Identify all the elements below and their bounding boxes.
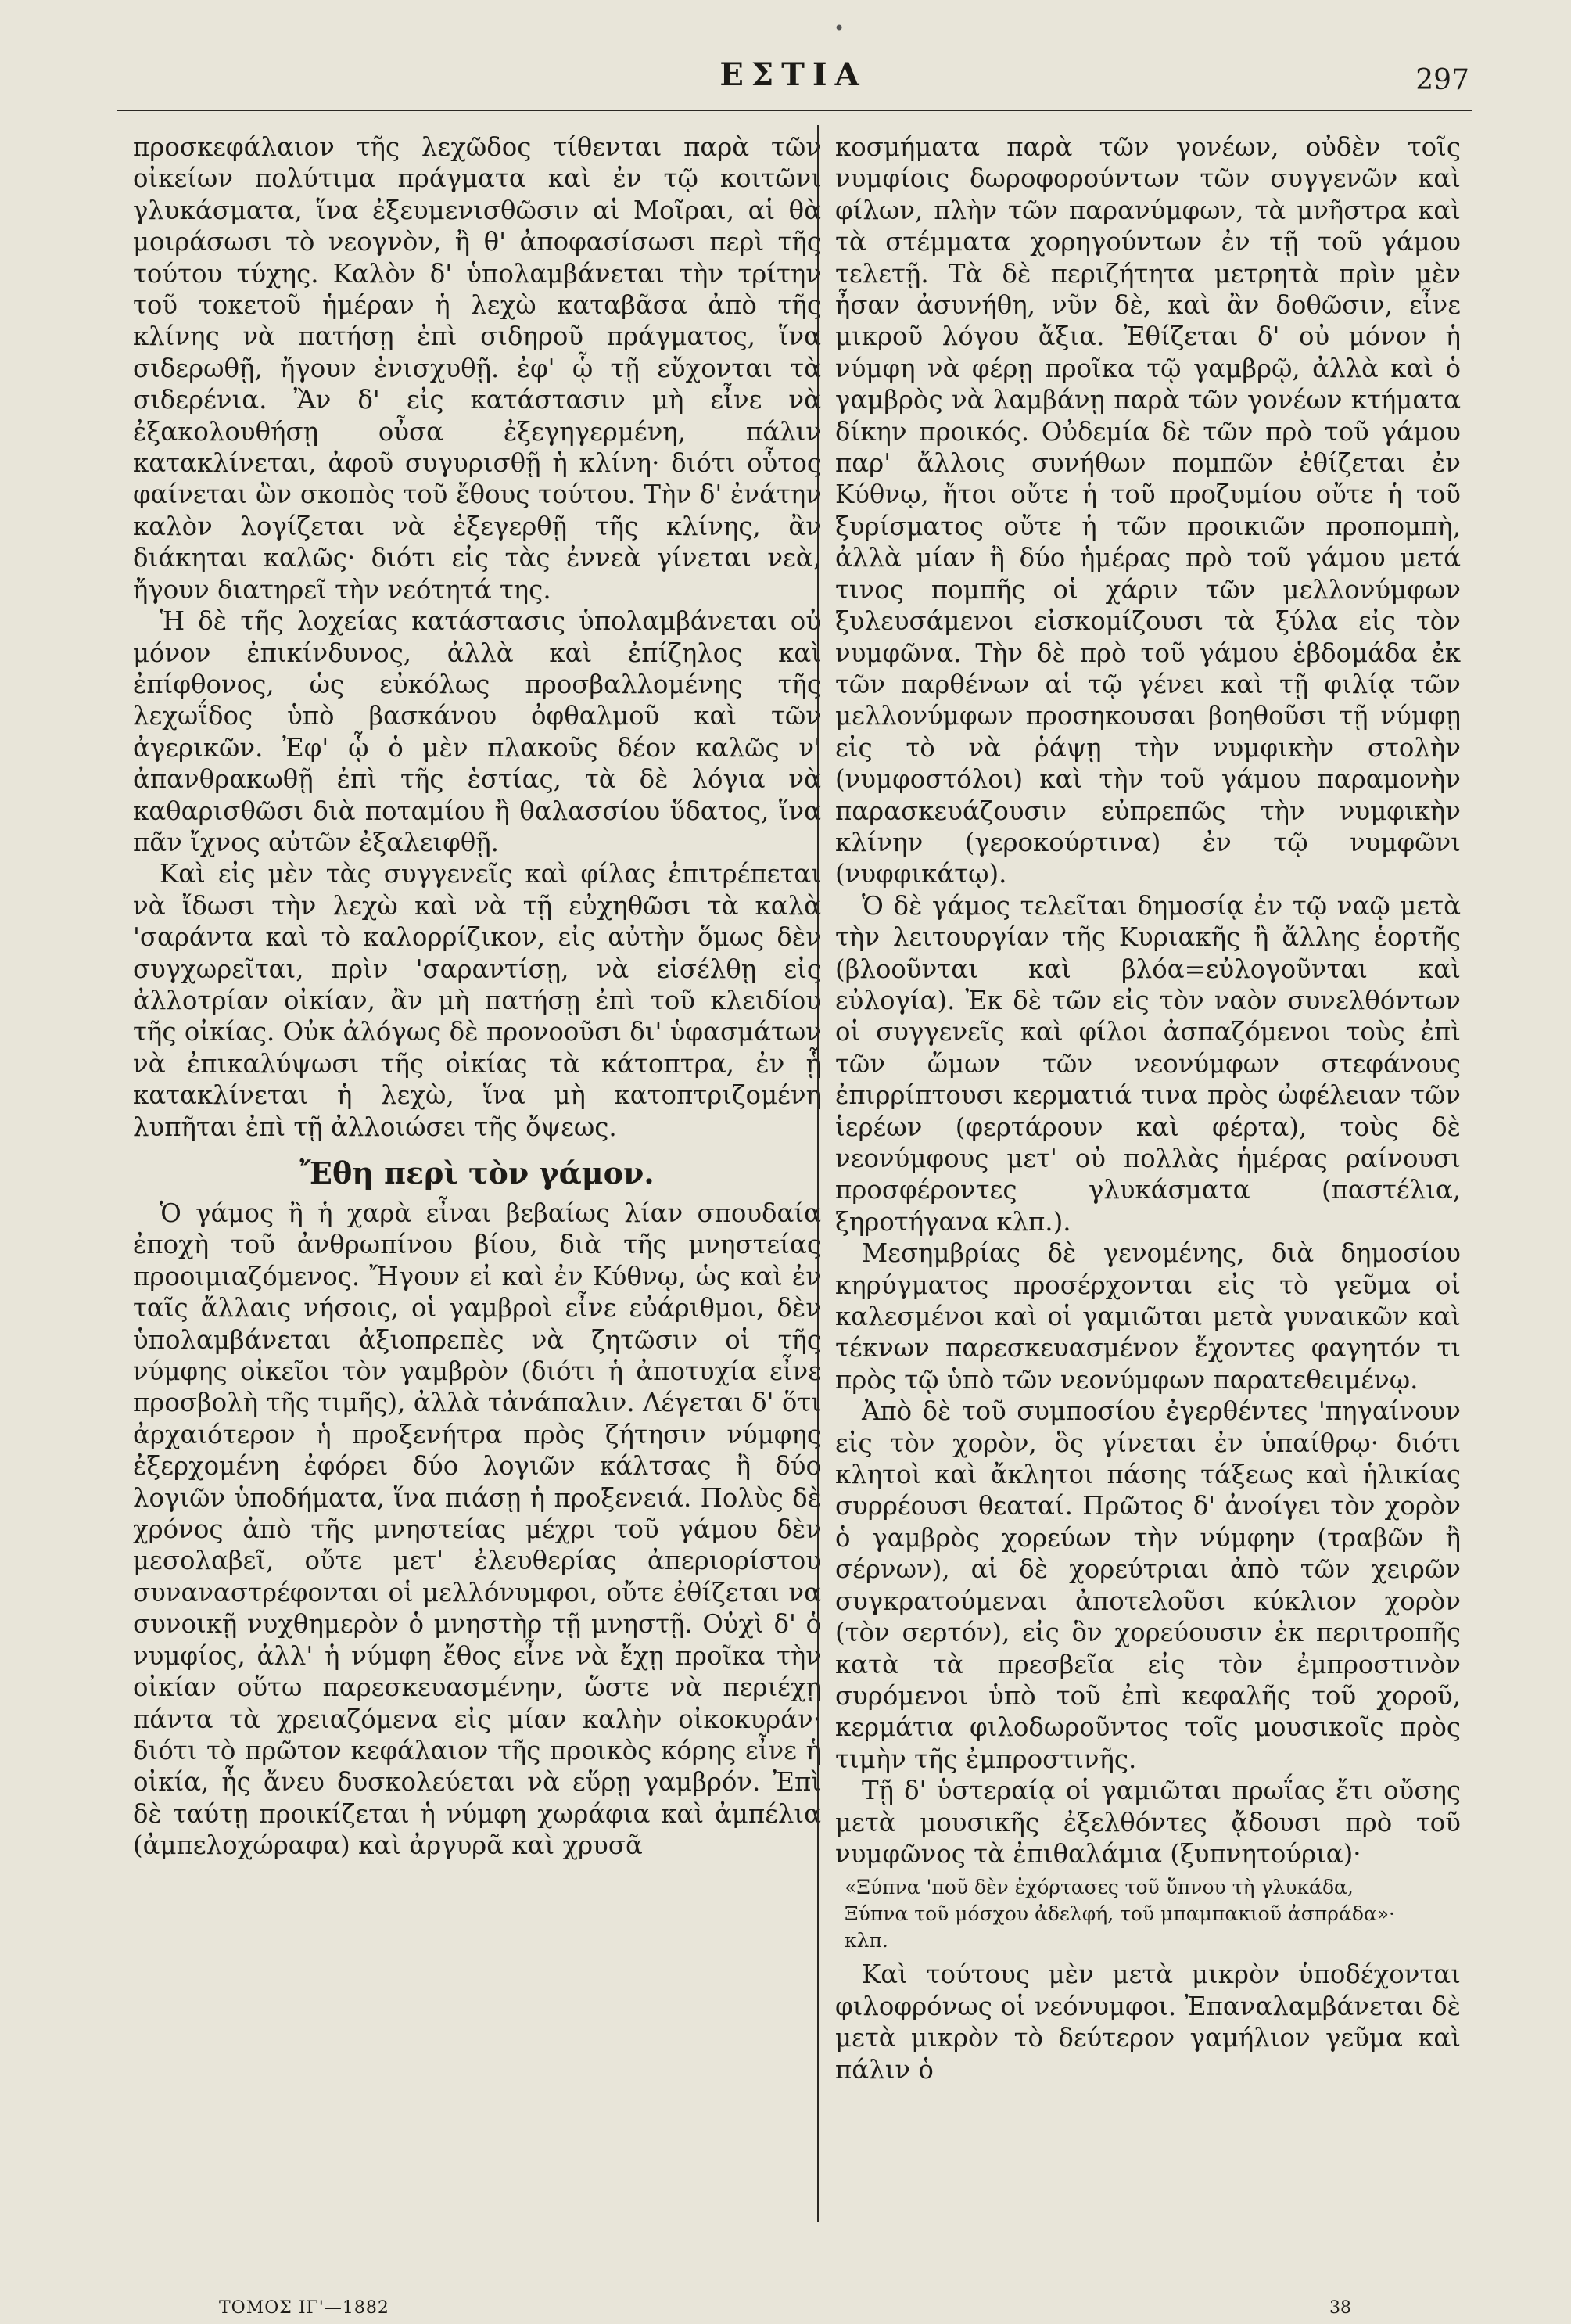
signature-mark: 38 <box>1329 2298 1351 2318</box>
ornament: • <box>834 17 845 39</box>
paragraph: Ὁ γάμος ἢ ἡ χαρὰ εἶναι βεβαίως λίαν σπουδαία ἐποχὴ τοῦ ἀνθρωπίνου βίου, διὰ τῆς μνηστείας προοιμιαζόμενος. Ἤγουν εἰ καὶ ἐν Κύθνῳ, ὡς καὶ ἐν ταῖς ἄλλαις νήσοις, οἱ γαμβροὶ εἶνε εὐάριθμοι, δὲν ὑπολαμβάνεται ἀξιοπρεπὲς νὰ ζητῶσιν οἱ τῆς νύμφης οἰκεῖοι τὸν γαμβρὸν (διότι ἡ ἀποτυχία εἶνε προσβολὴ τῆς τιμῆς), ἀλλὰ τἀνάπαλιν. Λέγεται δ' ὅτι ἀρχαιότερον ἡ προξενήτρα πρὸς ζήτησιν νύμφης ἐξερχομένη ἐφόρει δύο λογιῶν κάλτσας ἢ δύο λογιῶν ὑποδήματα, ἵνα πιάσῃ ἡ προξενειά. Πολὺς δὲ χρόνος ἀπὸ τῆς μνηστείας μέχρι τοῦ γάμου δὲν μεσολαβεῖ, οὔτε μετ' ἐλευθερίας ἀπεριορίστου συναναστρέφονται οἱ μελλόνυμφοι, οὔτε ἐθίζεται να συνοικῇ νυχθημερὸν ὁ μνηστὴρ τῇ μνηστῇ. Οὐχὶ δ' ὁ νυμφίος, ἀλλ' ἡ νύμφη ἔθος εἶνε νὰ ἔχῃ προῖκα τὴν οἰκίαν οὕτω παρεσκευασμένην, ὥστε νὰ περιέχῃ πάντα τὰ χρειαζόμενα εἰς μίαν καλὴν οἰκοκυράν· διότι τὸ πρῶτον κεφάλαιον τῆς προικὸς κόρης εἶνε ἡ οἰκία, ἧς ἄνευ δυσκολεύεται νὰ εὕρῃ γαμβρόν. Ἐπὶ δὲ ταύτῃ προικίζεται ἡ νύμφη χωράφια καὶ ἀμπέλια (ἀμπελοχώραφα) καὶ ἀργυρᾶ καὶ χρυσᾶ <box>133 1198 821 1861</box>
paragraph: Μεσημβρίας δὲ γενομένης, διὰ δημοσίου κηρύγματος προσέρχονται εἰς τὸ γεῦμα οἱ καλεσμένοι καὶ οἱ γαμιῶται μετὰ γυναικῶν καὶ τέκνων παρεσκευασμένον ἔχοντες φαγητόν τι πρὸς τῷ ὑπὸ τῶν νεονύμφων παρατεθειμένῳ. <box>835 1238 1461 1395</box>
section-heading: Ἔθη περὶ τὸν γάμον. <box>299 1155 655 1191</box>
song-line: κλπ. <box>845 1929 888 1952</box>
paragraph: Καὶ τούτους μὲν μετὰ μικρὸν ὑποδέχονται φιλοφρόνως οἱ νεόνυμφοι. Ἐπαναλαμβάνεται δὲ μετὰ μικρὸν τὸ δεύτερον γαμήλιον γεῦμα καὶ πάλιν ὁ <box>835 1959 1461 2085</box>
journal-title: ΕΣΤΙΑ <box>719 56 867 93</box>
running-head <box>117 56 1469 103</box>
volume-footer: ΤΟΜΟΣ ΙΓ'—1882 <box>219 2298 389 2318</box>
paragraph: Τῇ δ' ὑστεραίᾳ οἱ γαμιῶται πρωΐας ἔτι οὔσης μετὰ μουσικῆς ἐξελθόντες ᾄδουσι πρὸ τοῦ νυμφῶνος τὰ ἐπιθαλάμια (ξυπνητούρια)· <box>835 1776 1461 1869</box>
song-line: Ξύπνα τοῦ μόσχου ἀδελφή, τοῦ μπαμπακιοῦ ἀσπράδα»· <box>845 1902 1395 1926</box>
left-column <box>133 131 821 1862</box>
paragraph: Καὶ εἰς μὲν τὰς συγγενεῖς καὶ φίλας ἐπιτρέπεται νὰ ἴδωσι τὴν λεχὼ καὶ νὰ τῇ εὐχηθῶσι τὰ καλὰ 'σαράντα καὶ τὸ καλορρίζικον, εἰς αὐτὴν ὅμως δὲν συγχωρεῖται, πρὶν 'σαραντίσῃ, νὰ εἰσέλθῃ εἰς ἀλλοτρίαν οἰκίαν, ἂν μὴ πατήσῃ ἐπὶ τοῦ κλειδίου τῆς οἰκίας. Οὐκ ἀλόγως δὲ προνοοῦσι δι' ὑφασμάτων νὰ ἐπικαλύψωσι τῆς οἰκίας τὰ κάτοπτρα, ἐν ᾗ κατακλίνεται ἡ λεχὼ, ἵνα μὴ κατοπτριζομένη λυπῆται ἐπὶ τῇ ἀλλοιώσει τῆς ὄψεως. <box>133 859 821 1142</box>
header-rule <box>117 110 1472 111</box>
paragraph: κοσμήματα παρὰ τῶν γονέων, οὐδὲν τοῖς νυμφίοις δωροφορούντων τῶν συγγενῶν καὶ φίλων, πλὴν τῶν παρανύμφων, τὰ μνῆστρα καὶ τὰ στέμματα χορηγούντων ἐν τῇ τοῦ γάμου τελετῇ. Τὰ δὲ περιζήτητα μετρητὰ πρὶν μὲν ἦσαν ἀσυνήθη, νῦν δὲ, καὶ ἂν δοθῶσιν, εἶνε μικροῦ λόγου ἄξια. Ἐθίζεται δ' οὐ μόνον ἡ νύμφη νὰ φέρῃ προῖκα τῷ γαμβρῷ, ἀλλὰ καὶ ὁ γαμβρὸς νὰ λαμβάνῃ παρὰ τῶν γονέων κτήματα δίκην προικός. Οὐδεμία δὲ τῶν πρὸ τοῦ γάμου παρ' ἄλλοις συνήθων πομπῶν ἐθίζεται ἐν Κύθνῳ, ἤτοι οὔτε ἡ τοῦ προζυμίου οὔτε ἡ τοῦ ξυρίσματος οὔτε ἡ τῶν προικιῶν προπομπὴ, ἀλλὰ μίαν ἢ δύο ἡμέρας πρὸ τοῦ γάμου μετά τινος πομπῆς οἱ χάριν τῶν μελλονύμφων ξυλευσάμενοι εἰσκομίζουσι τὰ ξύλα εἰς τὸν νυμφῶνα. Τὴν δὲ πρὸ τοῦ γάμου ἑβδομάδα ἐκ τῶν παρθένων αἱ τῷ γένει καὶ τῇ φιλίᾳ τῶν μελλονύμφων προσηκουσαι βοηθοῦσι τῇ νύμφῃ εἰς τὸ νὰ ῥάψῃ τὴν νυμφικὴν στολὴν (νυμφοστόλοι) καὶ τὴν τοῦ γάμου παραμονὴν παρασκευάζουσιν εὐπρεπῶς τὴν νυμφικὴν κλίνην (γεροκούρτινα) ἐν τῷ νυμφῶνι (νυφφικάτῳ). <box>835 132 1461 889</box>
paragraph: Ὁ δὲ γάμος τελεῖται δημοσίᾳ ἐν τῷ ναῷ μετὰ τὴν λειτουργίαν τῆς Κυριακῆς ἢ ἄλλης ἑορτῆς (βλοοῦνται καὶ βλόα=εὐλογοῦνται καὶ εὐλογία). Ἐκ δὲ τῶν εἰς τὸν ναὸν συνελθόντων οἱ συγγενεῖς καὶ φίλοι ἀσπαζόμενοι τοὺς ἐπὶ τῶν ὤμων τῶν νεονύμφων στεφάνους ἐπιρρίπτουσι κερματιά τινα πρὸς ὠφέλειαν τῶν ἱερέων (φερτάρουν καὶ φέρτα), τοὺς δὲ νεονύμφους μετ' οὐ πολλὰς ἡμέρας ραίνουσι προσφέροντες γλυκάσματα (παστέλια, ξηροτήγανα κλπ.). <box>835 890 1461 1237</box>
song-line: «Ξύπνα 'ποῦ δὲν ἐχόρτασες τοῦ ὕπνου τὴ γλυκάδα, <box>845 1876 1354 1899</box>
right-column <box>835 131 1461 2085</box>
page-number: 297 <box>1415 64 1469 96</box>
paragraph: Ἡ δὲ τῆς λοχείας κατάστασις ὑπολαμβάνεται οὐ μόνον ἐπικίνδυνος, ἀλλὰ καὶ ἐπίζηλος καὶ ἐπίφθονος, ὡς εὐκόλως προσβαλλομένης τῆς λεχωΐδος ὑπὸ βασκάνου ὀφθαλμοῦ καὶ τῶν ἀγερικῶν. Ἐφ' ᾧ ὁ μὲν πλακοῦς δέον καλῶς ν' ἀπανθρακωθῇ ἐπὶ τῆς ἑστίας, τὰ δὲ λόγια νὰ καθαρισθῶσι διὰ ποταμίου ἢ θαλασσίου ὕδατος, ἵνα πᾶν ἴχνος αὐτῶν ἐξαλειφθῇ. <box>133 606 821 857</box>
paragraph: προσκεφάλαιον τῆς λεχῶδος τίθενται παρὰ τῶν οἰκείων πολύτιμα πράγματα καὶ ἐν τῷ κοιτῶνι γλυκάσματα, ἵνα ἐξευμενισθῶσιν αἱ Μοῖραι, αἱ θὰ μοιράσωσι τὸ νεογνὸν, ἢ θ' ἀποφασίσωσι περὶ τῆς τούτου τύχης. Καλὸν δ' ὑπολαμβάνεται τὴν τρίτην τοῦ τοκετοῦ ἡμέραν ἡ λεχὼ καταβᾶσα ἀπὸ τῆς κλίνης νὰ πατήσῃ ἐπὶ σιδηροῦ πράγματος, ἵνα σιδερωθῇ, ἤγουν ἐνισχυθῇ. ἐφ' ᾧ τῇ εὔχονται τὰ σιδερένια. Ἂν δ' εἰς κατάστασιν μὴ εἶνε νὰ ἐξακολουθήσῃ οὖσα ἐξεγηγερμένη, πάλιν κατακλίνεται, ἀφοῦ συγυρισθῇ ἡ κλίνη· διότι οὗτος φαίνεται ὢν σκοπὸς τοῦ ἔθους τούτου. Τὴν δ' ἐνάτην καλὸν λογίζεται νὰ ἐξεγερθῇ τῆς κλίνης, ἂν διάκηται καλῶς· διότι εἰς τὰς ἐννεὰ γίνεται νεὰ, ἤγουν διατηρεῖ τὴν νεότητά της. <box>133 132 821 605</box>
song-verse <box>845 1874 1461 1954</box>
column-rule <box>817 125 819 2222</box>
paragraph: Ἀπὸ δὲ τοῦ συμποσίου ἐγερθέντες 'πηγαίνουν εἰς τὸν χορὸν, ὃς γίνεται ἐν ὑπαίθρῳ· διότι κλητοὶ καὶ ἄκλητοι πάσης τάξεως καὶ ἡλικίας συρρέουσι θεαταί. Πρῶτος δ' ἀνοίγει τὸν χορὸν ὁ γαμβρὸς χορεύων τὴν νύμφην (τραβῶν ἢ σέρνων), αἱ δὲ χορεύτριαι ἀπὸ τῶν χειρῶν συγκρατούμεναι ἀποτελοῦσι κύκλιον χορὸν (τὸν σερτόν), εἰς ὃν χορεύουσιν ἐκ περιτροπῆς κατὰ τὰ πρεσβεῖα εἰς τὸν ἐμπροστινὸν συρόμενοι ὑπὸ τοῦ ἐπὶ κεφαλῆς τοῦ χοροῦ, κερμάτια φιλοδωροῦντος τοῖς μουσικοῖς πρὸς τιμὴν τῆς ἐμπροστινῆς. <box>835 1396 1461 1774</box>
